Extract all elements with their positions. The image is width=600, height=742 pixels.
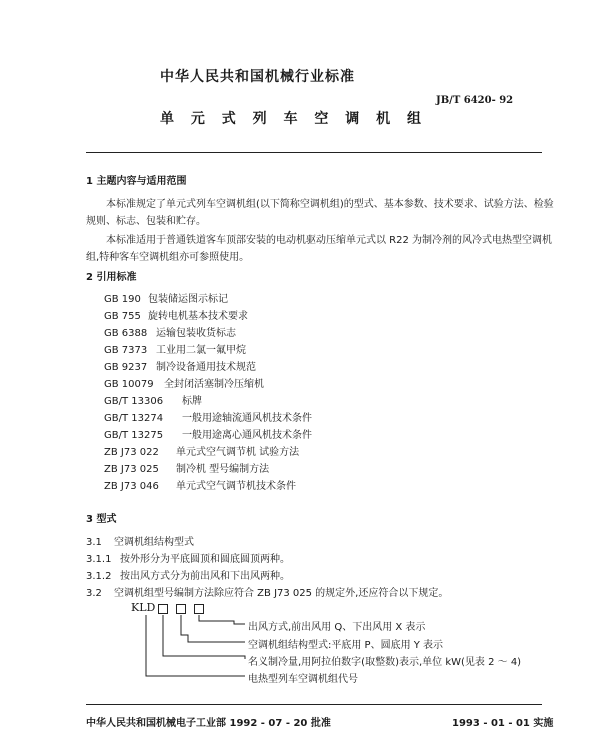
reference-name: 标牌 [182,396,202,407]
clause-text: 空调机组结构型式 [114,537,194,548]
reference-code: ZB J73 046 [104,481,159,492]
clause-text: 空调机组型号编制方法除应符合 ZB J73 025 的规定外,还应符合以下规定。 [114,588,449,599]
clause-number: 3.1.1 [86,554,112,565]
reference-name: 制冷设备通用技术规范 [156,362,256,373]
document-title: 单 元 式 列 车 空 调 机 组 [160,111,427,127]
reference-code: ZB J73 022 [104,447,159,458]
reference-code: GB/T 13274 [104,413,164,424]
reference-code: GB/T 13306 [104,396,164,407]
section-1-paragraph-2: 本标准适用于普通铁道客车顶部安装的电动机驱动压缩单元式以 R22 为制冷剂的风冷式电热型空调机组,特种客车空调机组亦可参照使用。 [86,235,553,263]
clause-number: 3.1.2 [86,571,112,582]
diagram-label-structure: 空调机组结构型式:平底用 P、圆底用 Y 表示 [248,640,444,651]
section-3-heading: 3 型式 [86,514,117,525]
reference-name: 一般用途离心通风机技术条件 [182,430,312,441]
reference-name: 旋转电机基本技术要求 [148,311,248,322]
reference-name: 单元式空气调节机 试验方法 [176,447,300,458]
reference-code: GB 755 [104,311,141,322]
standard-number: JB/T 6420- 92 [436,95,514,106]
reference-code: GB 10079 [104,379,154,390]
implementation-date: 1993 - 01 - 01 实施 [452,718,554,729]
reference-code: GB 9237 [104,362,148,373]
reference-code: GB 190 [104,294,141,305]
section-1-heading: 1 主题内容与适用范围 [86,176,187,187]
issuing-authority-title: 中华人民共和国机械行业标准 [160,69,355,85]
reference-code: GB/T 13275 [104,430,164,441]
clause-number: 3.2 [86,588,102,599]
footer-divider [86,704,542,705]
clause-text: 按出风方式分为前出风和下出风两种。 [120,571,290,582]
clause-text: 按外形分为平底圆顶和圆底圆顶两种。 [120,554,290,565]
reference-name: 单元式空气调节机技术条件 [176,481,296,492]
reference-code: GB 7373 [104,345,148,356]
section-2-heading: 2 引用标准 [86,272,137,283]
reference-name: 包装储运图示标记 [148,294,228,305]
reference-name: 运输包装收货标志 [156,328,236,339]
reference-name: 一般用途轴流通风机技术条件 [182,413,312,424]
reference-code: GB 6388 [104,328,148,339]
section-1-paragraph-1: 本标准规定了单元式列车空调机组(以下简称空调机组)的型式、基本参数、技术要求、试验方法、检验规则、标志、包装和贮存。 [86,199,554,227]
model-prefix: KLD [131,601,156,614]
reference-name: 制冷机 型号编制方法 [176,464,270,475]
approval-line: 中华人民共和国机械电子工业部 1992 - 07 - 20 批准 [86,718,331,729]
reference-code: ZB J73 025 [104,464,159,475]
diagram-label-outlet: 出风方式,前出风用 Q、下出风用 X 表示 [248,622,426,633]
diagram-label-capacity: 名义制冷量,用阿拉伯数字(取整数)表示,单位 kW(见表 2 ～ 4) [248,657,522,668]
clause-number: 3.1 [86,537,102,548]
reference-name: 全封闭活塞制冷压缩机 [164,379,264,390]
diagram-label-type-code: 电热型列车空调机组代号 [248,674,358,685]
reference-name: 工业用二氯一氟甲烷 [156,345,246,356]
